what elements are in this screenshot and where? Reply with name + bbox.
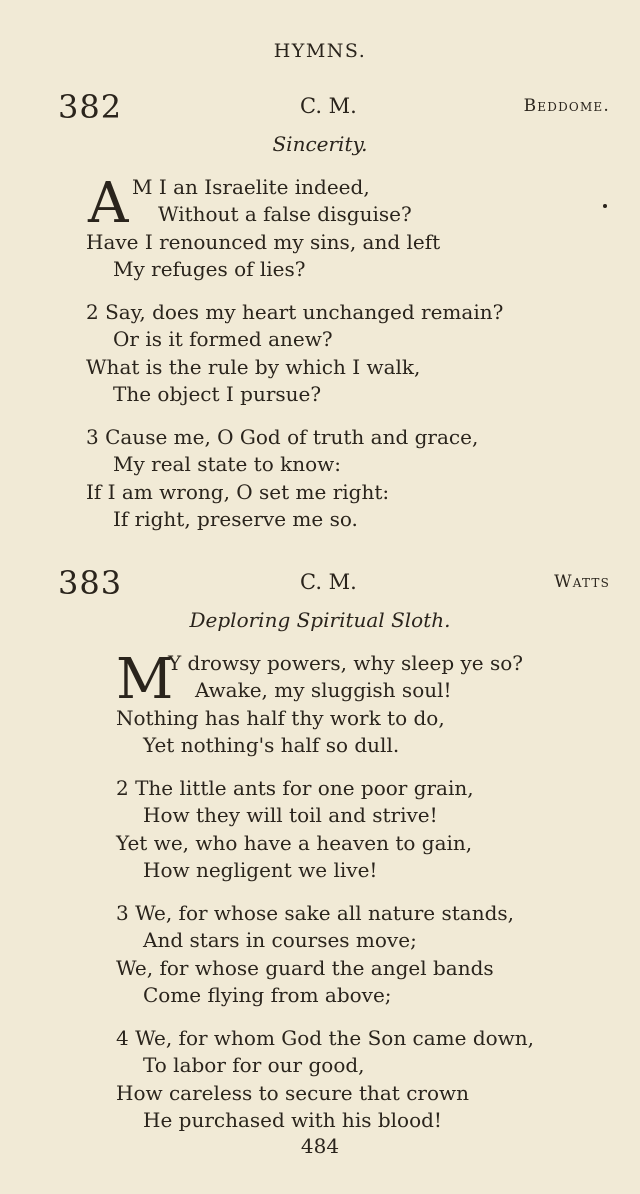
verse-line: 4 We, for whom God the Son came down, — [116, 1026, 535, 1050]
verse-line: Y drowsy powers, why sleep ye so? — [168, 651, 524, 675]
hymn-382-header — [0, 88, 640, 128]
verse-line: If right, preserve me so. — [113, 507, 358, 531]
hymn-title: Deploring Spiritual Sloth. — [189, 608, 451, 632]
verse-line: We, for whose guard the angel bands — [116, 956, 494, 980]
verse-line: How careless to secure that crown — [116, 1081, 470, 1105]
verse-line: 2 Say, does my heart unchanged remain? — [86, 300, 504, 324]
hymn-title: Sincerity. — [272, 132, 368, 156]
verse-line: To labor for our good, — [143, 1053, 365, 1077]
hymn-number: 382 — [58, 88, 123, 126]
verse-line: Come flying from above; — [143, 983, 392, 1007]
verse-line: How they will toil and strive! — [143, 803, 438, 827]
verse-line: My real state to know: — [113, 452, 341, 476]
verse-line: My refuges of lies? — [113, 257, 306, 281]
verse-line: What is the rule by which I walk, — [86, 355, 421, 379]
hymn-meter: C. M. — [300, 94, 357, 118]
hymn-number: 383 — [58, 564, 123, 602]
verse-line: 2 The little ants for one poor grain, — [116, 776, 474, 800]
verse-line: Have I renounced my sins, and left — [86, 230, 441, 254]
verse-line: Nothing has half thy work to do, — [116, 706, 445, 730]
drop-cap: A — [88, 171, 129, 236]
verse-line: Yet we, who have a heaven to gain, — [116, 831, 473, 855]
verse-line: And stars in courses move; — [143, 928, 417, 952]
hymn-author: Watts — [554, 572, 610, 592]
drop-cap: M — [116, 647, 174, 712]
hymn-author: Beddome. — [523, 96, 610, 116]
verse-line: Or is it formed anew? — [113, 327, 333, 351]
verse-line: The object I pursue? — [113, 382, 322, 406]
verse-line: He purchased with his blood! — [143, 1108, 442, 1132]
hymn-meter: C. M. — [300, 570, 357, 594]
page-number: 484 — [300, 1134, 340, 1158]
running-head: HYMNS. — [273, 40, 367, 62]
verse-line: Awake, my sluggish soul! — [195, 678, 452, 702]
verse-line: Yet nothing's half so dull. — [143, 733, 400, 757]
verse-line: How negligent we live! — [143, 858, 378, 882]
ink-speck — [603, 204, 607, 208]
verse-line: Without a false disguise? — [158, 202, 412, 226]
verse-line: 3 Cause me, O God of truth and grace, — [86, 425, 479, 449]
verse-line: M I an Israelite indeed, — [132, 175, 370, 199]
hymn-383-header — [0, 564, 640, 604]
verse-line: If I am wrong, O set me right: — [86, 480, 390, 504]
verse-line: 3 We, for whose sake all nature stands, — [116, 901, 514, 925]
